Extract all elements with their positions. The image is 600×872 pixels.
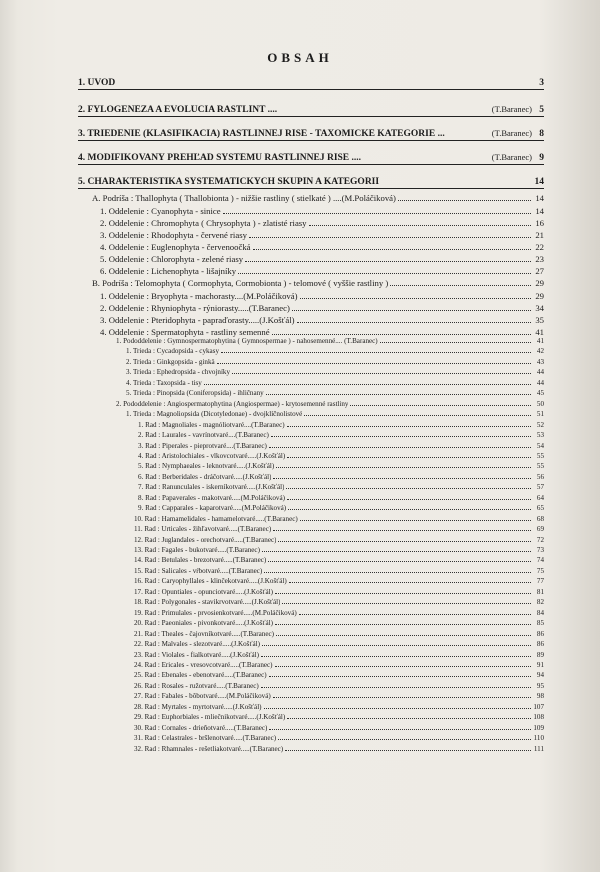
toc-entry-label: 26. Rad : Rosales - ružotvaré.....(T.Baranec): [134, 681, 259, 690]
toc-oddelenie: [100, 303, 544, 313]
toc-entry-label: 32. Rad : Rhamnales - rešetliakotvaré.....(T.Baranec): [134, 744, 284, 753]
toc-entry-label: 14. Rad : Betulales - brezotvaré.....(T.Baranec): [134, 556, 267, 565]
dot-leader: [276, 635, 531, 636]
dot-leader: [249, 237, 531, 238]
toc-entry-label: 3. Trieda : Ephedropsida - chvojníky: [126, 368, 231, 377]
toc-entry-page: 53: [536, 431, 544, 440]
dot-leader: [278, 541, 531, 542]
dot-leader: [309, 225, 531, 226]
dot-leader: [253, 249, 531, 250]
toc-entry: [126, 368, 544, 376]
dot-leader: [287, 718, 531, 719]
toc-entry-page: 95: [536, 681, 544, 690]
toc-entry-label: 11. Rad : Urticales - žihľavotvaré.....(T.Baranec): [134, 525, 272, 534]
toc-entry-page: 43: [536, 357, 544, 366]
toc-entry-page: 108: [533, 713, 544, 722]
toc-oddelenie-page: 35: [535, 315, 544, 325]
toc-podrisa-label: B. Podríša : Telomophyta ( Cormophyta, Cormobionta ) - telomové ( vyššie rastliny ): [92, 278, 389, 288]
toc-oddelenie-label: 1. Oddelenie : Bryophyta - machorasty....(M.Poláčiková): [100, 291, 298, 301]
toc-entry: [134, 703, 544, 711]
toc-entry: [116, 400, 544, 408]
toc-entry-label: 5. Rad : Nymphaeales - leknotvaré.....(J.Košťál): [138, 462, 275, 471]
toc-main-item: [78, 152, 544, 165]
toc-entry-label: 16. Rad : Caryophyllales - klinčekotvaré.....(J.Košťál): [134, 577, 287, 586]
toc-entry: [134, 713, 544, 721]
dot-leader: [221, 352, 531, 353]
toc-entry: [126, 358, 544, 366]
toc-main-item-author: (T.Baranec): [491, 152, 532, 162]
toc-entry: [134, 661, 544, 669]
toc-entry: [134, 588, 544, 596]
toc-main-item-page: 5: [539, 105, 544, 115]
toc-entry: [134, 630, 544, 638]
toc-entry-page: 109: [533, 723, 544, 732]
toc-main-item-label: 5. CHARAKTERISTIKA SYSTEMATICKÝCH SKUPÍN A KATEGÓRIÍ: [78, 177, 380, 187]
toc-entry-label: 8. Rad : Papaverales - makotvaré.....(M.Poláčiková): [138, 493, 285, 502]
toc-entry: [116, 337, 544, 345]
dot-leader: [299, 614, 531, 615]
toc-oddelenie-label: 2. Oddelenie : Chromophyta ( Chrysophyta ) - zlatisté riasy: [100, 218, 307, 228]
toc-entry-page: 73: [536, 546, 544, 554]
toc-entry: [126, 389, 544, 397]
toc-entry: [134, 546, 544, 554]
dot-leader: [269, 447, 531, 448]
toc-entry-label: 15. Rad : Salicales - vŕbotvaré.....(T.Baranec): [134, 566, 263, 575]
toc-entry-label: 25. Rad : Ebenales - ebenotvaré.....(T.Baranec): [134, 671, 267, 680]
toc-entry-page: 94: [536, 671, 544, 680]
toc-entry-page: 44: [536, 378, 544, 387]
page-title: OBSAH: [267, 50, 333, 65]
toc-entry-page: 74: [536, 556, 544, 565]
toc-oddelenie: [100, 266, 544, 276]
dot-leader: [223, 213, 531, 214]
toc-oddelenie: [100, 315, 544, 325]
toc-entry-label: 2. Pododdelenie : Angiospermatophytina (Angiospermae) - krytosemenné rastliny: [116, 399, 349, 408]
toc-oddelenie-page: 27: [535, 266, 544, 276]
dot-leader: [289, 582, 531, 583]
toc-main-item-label: 4. MODIFIKOVANÝ PREHĽAD SYSTÉMU RASTLINNEJ RÍŠE ....: [78, 153, 362, 163]
toc-entry-page: 69: [536, 525, 544, 534]
dot-leader: [275, 593, 531, 594]
toc-podrisa-page: 14: [535, 193, 544, 203]
dot-leader: [269, 676, 531, 677]
toc-entry: [138, 452, 544, 460]
toc-entry-page: 91: [536, 660, 544, 669]
dot-leader: [390, 285, 531, 286]
toc-entry-page: 55: [536, 462, 544, 471]
dot-leader: [278, 739, 531, 740]
dot-leader: [398, 200, 531, 201]
toc-entry-page: 85: [536, 619, 544, 628]
dot-leader: [217, 363, 531, 364]
dot-leader: [287, 426, 531, 427]
dot-leader: [238, 273, 531, 274]
toc-entry-page: 42: [536, 347, 544, 356]
toc-oddelenie: [100, 218, 544, 228]
dot-leader: [271, 436, 531, 437]
toc-entry-page: 45: [536, 389, 544, 398]
toc-entry-label: 19. Rad : Primulales - prvosienkotvaré.....(M.Poláčiková): [134, 608, 297, 617]
toc-entry-label: 7. Rad : Ranunculales - iskerníkotvaré.....(J.Košťál): [138, 483, 285, 492]
dot-leader: [297, 322, 531, 323]
dot-leader: [269, 729, 531, 730]
toc-entry: [134, 724, 544, 732]
dot-leader: [285, 750, 531, 751]
dot-leader: [300, 520, 531, 521]
dot-leader: [286, 488, 531, 489]
toc-entry-label: 27. Rad : Fabales - bôbotvaré.....(M.Poláčiková): [134, 692, 271, 701]
dot-leader: [266, 394, 531, 395]
toc-entry-label: 1. Pododdelenie : Gymnospermatophytina ( Gymnospermae ) - nahosemenné.... (T.Baranec): [116, 337, 378, 345]
toc-entry-label: 20. Rad : Paeoniales - pivonkotvaré.....(J.Košťál): [134, 619, 273, 628]
toc-entry: [134, 692, 544, 700]
toc-entry: [134, 734, 544, 742]
toc-oddelenie-label: 2. Oddelenie : Rhyniophyta - rýniorasty.....(T.Baranec): [100, 303, 290, 313]
toc-entry: [134, 651, 544, 659]
toc-oddelenie-page: 23: [535, 254, 544, 264]
toc-entry-label: 31. Rad : Celastrales - bršlenotvaré.....(T.Baranec): [134, 734, 277, 743]
toc-entry-label: 29. Rad : Euphorbiales - mliečnikotvaré.....(J.Košťál): [134, 713, 286, 722]
toc-oddelenie: [100, 242, 544, 252]
toc-oddelenie-label: 4. Oddelenie : Euglenophyta - červenoočká: [100, 242, 251, 252]
dot-leader: [262, 645, 531, 646]
dot-leader: [276, 467, 531, 468]
dot-leader: [268, 561, 531, 562]
toc-oddelenie-label: 3. Oddelenie : Rhodophyta - červené riasy: [100, 230, 247, 240]
toc-main-item-label: 1. ÚVOD: [78, 78, 116, 88]
toc-entry-label: 18. Rad : Polygonales - stavikrvotvaré.....(J.Košťál): [134, 598, 281, 607]
dot-leader: [264, 708, 531, 709]
toc-entry-label: 1. Trieda : Cycadopsida - cykasy: [126, 347, 219, 356]
toc-entry-page: 86: [536, 640, 544, 649]
toc-entry-label: 4. Trieda : Taxopsida - tisy: [126, 378, 202, 387]
toc-entry-label: 9. Rad : Capparales - kaparotvaré.....(M.Poláčiková): [138, 504, 287, 513]
toc-entry-page: 41: [536, 337, 544, 345]
toc-entry-page: 81: [536, 587, 544, 596]
toc-main-item-author: (T.Baranec): [491, 104, 532, 114]
dot-leader: [275, 666, 531, 667]
toc-entry-label: 5. Trieda : Pinopsida (Coniferopsida) - ihličnany: [126, 389, 264, 398]
toc-entry-page: 68: [536, 514, 544, 523]
dot-leader: [273, 478, 531, 479]
toc-oddelenie: [100, 291, 544, 301]
toc-entry-label: 2. Rad : Laurales - vavrínotvaré....(T.Baranec): [138, 431, 269, 440]
dot-leader: [287, 457, 531, 458]
dot-leader: [264, 572, 531, 573]
toc-entry: [134, 745, 544, 753]
toc-oddelenie-page: 16: [535, 218, 544, 228]
dot-leader: [262, 551, 531, 552]
toc-podrisa: [92, 278, 544, 288]
toc-entry: [138, 431, 544, 439]
toc-main-item-page: 8: [539, 129, 544, 139]
toc-main-item: [78, 78, 544, 90]
toc-entry-page: 72: [536, 535, 544, 544]
toc-entry: [134, 609, 544, 617]
toc-entry-page: 57: [536, 483, 544, 492]
toc-entry: [134, 640, 544, 648]
toc-oddelenie: [100, 327, 544, 337]
toc-entry: [134, 536, 544, 544]
toc-entry-label: 23. Rad : Violales - fialkotvaré.....(J.Košťál): [134, 650, 260, 659]
dot-leader: [282, 603, 531, 604]
toc-entry-page: 50: [536, 399, 544, 408]
toc-oddelenie-label: 3. Oddelenie : Pteridophyta - papraďorasty.....(J.Košťál): [100, 315, 295, 325]
toc-entry-label: 2. Trieda : Ginkgopsida - ginkä: [126, 357, 215, 366]
toc-entry-label: 30. Rad : Cornales - drieňotvaré.....(T.Baranec): [134, 723, 268, 732]
dot-leader: [245, 261, 531, 262]
toc-entry-page: 51: [536, 410, 544, 419]
toc-oddelenie: [100, 206, 544, 216]
toc-entry: [134, 556, 544, 564]
dot-leader: [300, 298, 531, 299]
toc-oddelenie-label: 5. Oddelenie : Chlorophyta - zelené riasy: [100, 254, 244, 264]
toc-main-item: [78, 128, 544, 141]
dot-leader: [273, 697, 531, 698]
toc-entry-label: 10. Rad : Hamamelidales - hamamelotvaré.....(T.Baranec): [134, 514, 298, 523]
dot-leader: [350, 405, 531, 406]
toc-entry-page: 110: [533, 734, 544, 743]
toc-entry-page: 98: [536, 692, 544, 701]
toc-entry-label: 21. Rad : Theales - čajovníkotvaré.....(T.Baranec): [134, 629, 274, 638]
toc-entry-page: 82: [536, 598, 544, 607]
dot-leader: [272, 334, 531, 335]
toc-entry-page: 84: [536, 608, 544, 617]
toc-entry-page: 89: [536, 650, 544, 659]
toc-podrisa: [92, 193, 544, 203]
toc-entry: [134, 577, 544, 585]
toc-main-item: [78, 177, 544, 189]
toc-entry-page: 86: [536, 629, 544, 638]
toc-main-item-page: 14: [534, 177, 544, 187]
toc-oddelenie-page: 29: [535, 291, 544, 301]
dot-leader: [204, 384, 531, 385]
dot-leader: [304, 415, 531, 416]
toc-entry-label: 24. Rad : Ericales - vresovcotvaré.....(T.Baranec): [134, 660, 273, 669]
dot-leader: [380, 342, 531, 343]
dot-leader: [273, 530, 531, 531]
toc-main-item-page: 3: [539, 78, 544, 88]
toc-entry: [134, 619, 544, 627]
toc-entry-label: 12. Rad : Juglandales - orechotvaré.....(T.Baranec): [134, 535, 277, 544]
toc-entry-page: 111: [533, 744, 544, 753]
toc-entry: [138, 442, 544, 450]
toc-podrisa-page: 29: [535, 278, 544, 288]
toc-entry-page: 75: [536, 566, 544, 575]
toc-entry: [126, 379, 544, 387]
toc-entry-page: 44: [536, 368, 544, 377]
dot-leader: [261, 656, 531, 657]
toc-entry-label: 13. Rad : Fagales - bukotvaré.....(T.Baranec): [134, 546, 260, 554]
toc-entry: [138, 504, 544, 512]
toc-entry-label: 3. Rad : Piperales - pieprotvaré....(T.Baranec): [138, 441, 267, 450]
toc-entry: [134, 567, 544, 575]
toc-entry-label: 28. Rad : Myrtales - myrtotvaré.....(J.Košťál): [134, 702, 262, 711]
toc-podrisa-label: A. Podríša : Thallophyta ( Thallobionta ) - nižšie rastliny ( stielkaté ) ....(M.Poláčiková): [92, 193, 396, 203]
toc-entry-label: 4. Rad : Aristolochiales - vlkovcotvaré.....(J.Košťál): [138, 451, 286, 460]
toc-entry-label: 6. Rad : Berberidales - dráčotvaré.....(J.Košťál): [138, 472, 272, 481]
toc-entry-label: 1. Rad : Magnoliales - magnóliotvaré....(T.Baranec): [138, 420, 285, 429]
toc-entry-page: 107: [533, 702, 544, 711]
dot-leader: [261, 687, 531, 688]
toc-entry-page: 56: [536, 472, 544, 481]
toc-entry-label: 22. Rad : Malvales - slezotvaré.....(J.Košťál): [134, 640, 260, 649]
dot-leader: [275, 624, 531, 625]
toc-oddelenie-label: 6. Oddelenie : Lichenophyta - lišajníky: [100, 266, 237, 276]
dot-leader: [287, 499, 531, 500]
toc-entry-label: 1. Trieda : Magnoliopsida (Dicotyledonae) - dvojklíčnolistové: [126, 410, 303, 419]
toc-oddelenie-page: 21: [535, 230, 544, 240]
toc-entry: [134, 515, 544, 523]
toc-oddelenie-page: 41: [535, 327, 544, 337]
toc-entry: [138, 483, 544, 491]
toc-entry: [138, 494, 544, 502]
toc-main-item: [78, 104, 544, 117]
toc-oddelenie-label: 4. Oddelenie : Spermatophyta - rastliny semenné: [100, 327, 270, 337]
toc-oddelenie-page: 22: [535, 242, 544, 252]
toc-oddelenie-page: 14: [535, 206, 544, 216]
dot-leader: [292, 310, 531, 311]
toc-oddelenie: [100, 230, 544, 240]
toc-entry-page: 52: [536, 420, 544, 429]
toc-entry: [126, 347, 544, 355]
toc-entry: [134, 598, 544, 606]
toc-main-item-label: 3. TRIEDENIE (KLASIFIKÁCIA) RASTLINNEJ RÍŠE - TAXOMICKÉ KATEGÓRIE ...: [78, 129, 445, 139]
toc-entry-page: 54: [536, 441, 544, 450]
toc-entry: [138, 473, 544, 481]
dot-leader: [232, 373, 531, 374]
toc-entry-page: 55: [536, 451, 544, 460]
toc-entry: [134, 682, 544, 690]
dot-leader: [288, 509, 531, 510]
toc-entry-page: 64: [536, 493, 544, 502]
toc-oddelenie: [100, 254, 544, 264]
toc-oddelenie-page: 34: [535, 303, 544, 313]
toc-entry: [138, 421, 544, 429]
toc-entry: [138, 462, 544, 470]
toc-main-item-page: 9: [539, 153, 544, 163]
toc-entry: [134, 671, 544, 679]
toc-entry: [134, 525, 544, 533]
toc-main-item-label: 2. FYLOGENÉZA A EVOLÚCIA RASTLÍNT ....: [78, 105, 278, 115]
toc-main-item-author: (T.Baranec): [491, 128, 532, 138]
toc-entry-label: 17. Rad : Opuntiales - opunciotvaré.....(J.Košťál): [134, 587, 273, 596]
toc-entry: [126, 410, 544, 418]
toc-entry-page: 77: [536, 577, 544, 586]
toc-entry-page: 65: [536, 504, 544, 513]
toc-oddelenie-label: 1. Oddelenie : Cyanophyta - sinice: [100, 206, 221, 216]
